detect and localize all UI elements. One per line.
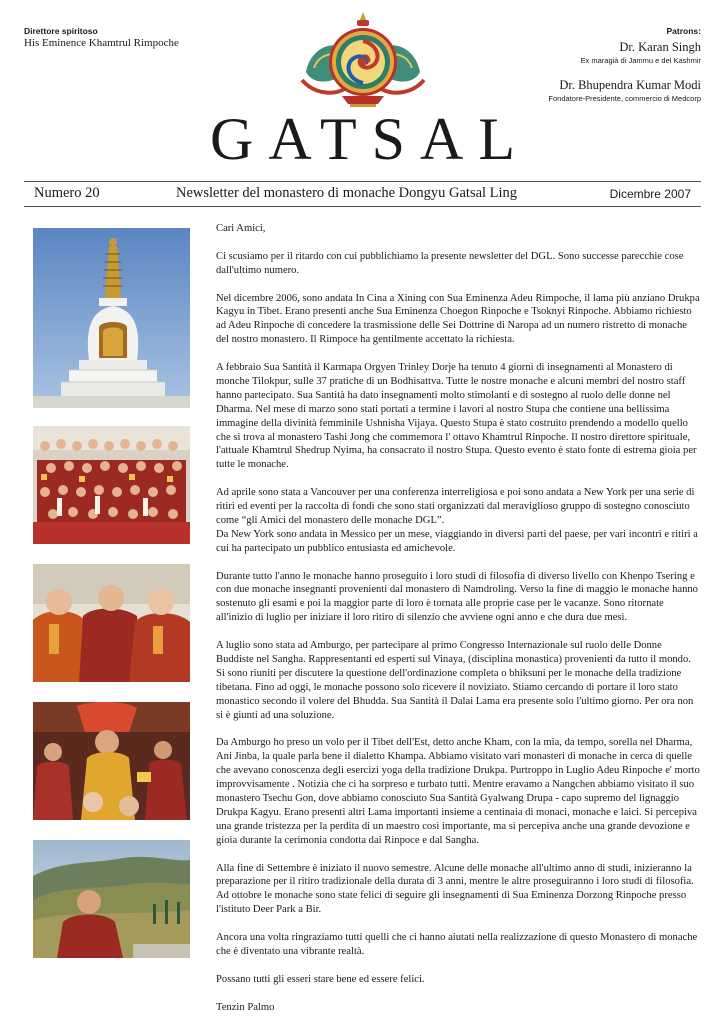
article-paragraph: Da New York sono andata in Messico per un mese, viaggiando in diversi parti del paese, per vari incontri e ritiri a cui ha partecipato un pubblico entusiasta ed amichevole. — [216, 528, 698, 554]
article-paragraph: Nel dicembre 2006, sono andata In Cina a Xining con Sua Eminenza Adeu Rimpoche, il lama più anziano Drukpa Kagyu in Tibet. Erano presenti anche Sua Eminenza Choegon Rinpoche e Tsoknyi Rinpoche. Abbiamo richiesto ad Adeu Rinpoche di concedere la trasmissione delle Sei Dottrine di Naropa ad un numero ristretto di monache del nostro monastero. Il Rimpoce ha gentilmente accettato la richiesta. — [216, 292, 700, 346]
three-nuns-photo — [33, 564, 190, 682]
masthead-title: GATSAL — [209, 106, 530, 172]
closing-wish: Possano tutti gli esseri stare bene ed essere felici. — [216, 973, 425, 985]
article-paragraph: Ancora una volta ringraziamo tutti quelli che ci hanno aiutati nella realizzazione di questo Monastero di monache che è diventato una vibrante realtà. — [216, 932, 698, 957]
monastery-emblem-logo — [300, 10, 426, 108]
article-paragraph: Durante tutto l'anno le monache hanno proseguito i loro studi di filosofia di diverso livello con Khenpo Tsering e con due monache insegnanti provenienti dal monastero di Namdroling. Verso la fine di maggio le monache hanno sostenuto gli esami e poi la maggior parte di loro è tornata alle proprie case per le vacanze. Sono ritornate all'inizio di luglio per iniziare il loro ritiro di silenzio che avviene ogni anno e che dura due mesi. — [216, 570, 698, 624]
signature-name: Tenzin Palmo — [216, 1001, 275, 1013]
spiritual-director-name: His Eminence Khamtrul Rimpoche — [24, 37, 179, 49]
patron-name: Dr. Karan Singh — [619, 40, 701, 54]
issue-bar — [24, 181, 701, 207]
patrons-label: Patrons: — [666, 26, 701, 36]
mountain-nun-photo — [33, 840, 190, 958]
spiritual-director-block — [24, 26, 179, 51]
newsletter-tagline: Newsletter del monastero di monache Dongyu Gatsal Ling — [176, 185, 518, 201]
patron-name: Dr. Bhupendra Kumar Modi — [559, 78, 701, 92]
article-paragraph: A luglio sono stata ad Amburgo, per partecipare al primo Congresso Internazionale sul ruolo delle Donne Buddiste nel Sangha. Rappresentanti ed esperti sul Vinaya, (disciplina monastica) provenienti da tutto il mondo. Si sono riuniti per discutere la questione dell'ordinazione completa o bhiksuni per le monache della tradizione tibetana. Fino ad oggi, le monache possono solo ricevere il noviziato. Stiamo cercando di portare il loro stato monastico secondo il volere del Bhudda. Sua Santità il Dalai Lama era presente solo l'ultimo giorno. Per ora non si è giunti ad una soluzione. — [216, 640, 694, 721]
nuns-group-photo — [33, 426, 190, 544]
spiritual-director-label: Direttore spiritoso — [24, 26, 98, 36]
patron-subtitle: Ex maragià di Jammu e del Kashmir — [580, 56, 701, 65]
patron-subtitle: Fondatore-Presidente, commercio di Medcorp — [548, 94, 701, 103]
issue-date: Dicembre 2007 — [609, 187, 691, 201]
ceremony-photo — [33, 702, 190, 820]
article-paragraph: Ci scusiamo per il ritardo con cui pubblichiamo la presente newsletter del DGL. Sono successe parecchie cose dall'ultimo numero. — [216, 250, 684, 276]
article-paragraph: A febbraio Sua Santità il Karmapa Orgyen Trinley Dorje ha tenuto 4 giorni di insegnamenti al Monastero di monche Tilokpur, sulle 37 pratiche di un Bodhisattva. Tutte le nostre monache e alcuni membri del nostro staff hanno partecipato. Sua Santità ha dato insegnamenti molto stimolanti e di sostegno al ruolo delle donne nel Dharma. Nel mese di marzo sono stati portati a termine i lavori al nostro Stupa che contiene una bellissima immagine della divinità femminile Ushnisha Vijaya. Questo Stupa è stato costruito prendendo a modello quello che si trova al monastero Tashi Jong che commemora l' ottavo Khamtrul Rinpoche. Il nostro direttore spirituale, l'attuale Khamtrul Shedrup Nyima, ha consacrato il nostro Stupa. Questo evento è stato fonte di estrema gioia per tutte le monache. — [216, 362, 697, 471]
article-paragraph: Alla fine di Settembre è iniziato il nuovo semestre. Alcune delle monache all'ultimo anno di studi, inizieranno la preparazione per il ritiro tradizionale della durata di 3 anni, mentre le altre proseguiranno i loro studi di filosofia. Ad ottobre le monache sono state felici di seguire gli insegnamenti di Sua Eminenza Dorzong Rinpoche presso l'istituto Deer Park a Bir. — [216, 862, 694, 916]
greeting-paragraph: Cari Amici, — [216, 223, 266, 234]
patrons-block — [548, 26, 701, 103]
article-paragraph: Da Amburgo ho preso un volo per il Tibet dell'Est, detto anche Kham, con la mia, da tempo, sorella nel Dharma, Ani Jinba, la quale parla bene il dialetto Khampa. Abbiamo visitato vari monasteri di monache in cerca di quelle che avevano conoscenza degli esercizi yoga della tradizione Drukpa. Purtroppo in Luglio Adeu Rinpoche e' morto improvvisamente . Notizia che ci ha sorpreso e turbato tutti. Mentre eravamo a Nangchen abbiamo visitato il suo monastero Tsechu Gon, dove abbiamo conosciuto Sua Santità Gyalwang Drupa - capo supremo del lignaggio Drukpa Kagyu. Erano presenti altri Lama importanti insieme a centinaia di monaci, monache e laici. Si percepiva una grande tristezza per la perdita di un maestro così importante, ma si percepiva anche una grande devozione e gioia durante la cerimonia condotta dai Rinpoce e dal Sangha. — [216, 737, 700, 846]
issue-number: Numero 20 — [34, 185, 100, 201]
article-paragraph: Ad aprile sono stata a Vancouver per una conferenza interreligiosa e poi sono andata a New York per una serie di ritiri ed eventi per la raccolta di fondi che sono stati organizzati dal meraviglioso gruppo di sostegno conosciuto come “gli Amici del monastero delle monache DGL”. — [216, 487, 695, 526]
stupa-photo — [33, 228, 190, 408]
article-body — [216, 222, 702, 1028]
